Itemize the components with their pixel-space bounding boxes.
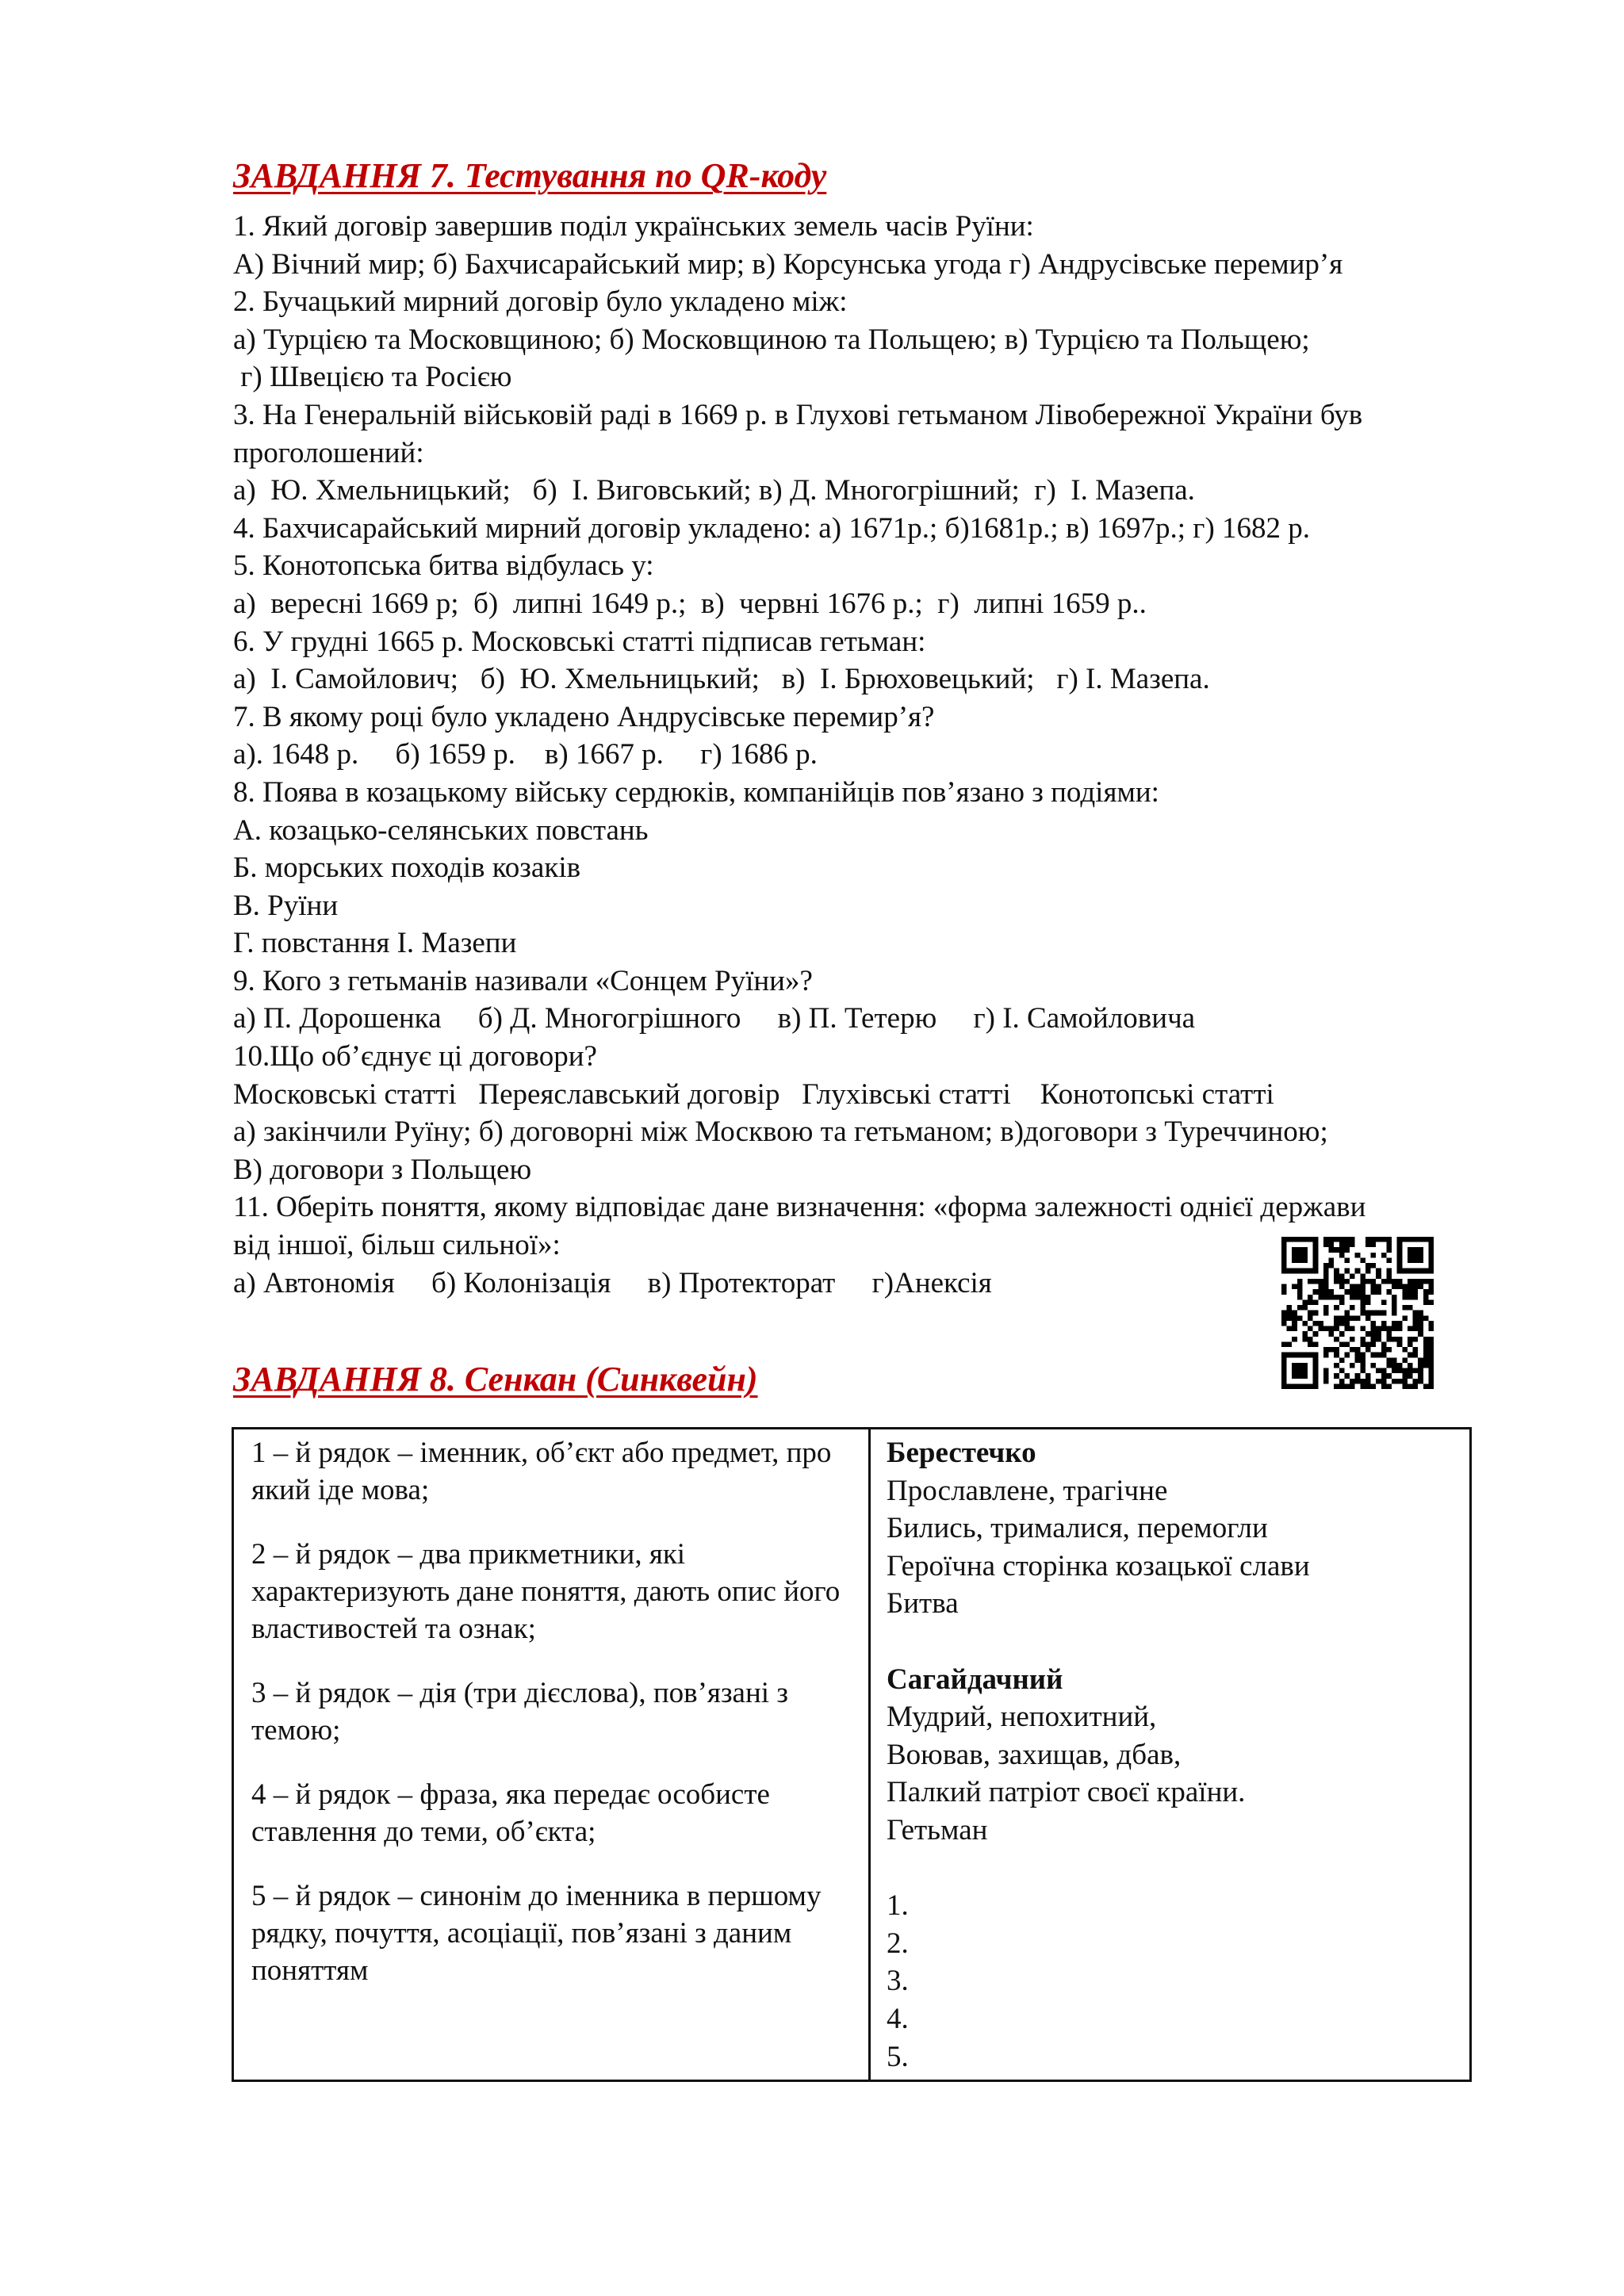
cinquain-rule-3: 3 – й рядок – дія (три дієслова), пов’язані з темою; <box>251 1677 788 1747</box>
task7-line: Б. морських походів козаків <box>233 851 581 885</box>
task7-line: А) Вічний мир; б) Бахчисарайський мир; в) Корсунська угода г) Андрусівське перемир’я <box>233 247 1343 281</box>
cinquain-rule-5: 5 – й рядок – синонім до іменника в першому рядку, почуття, асоціації, пов’язані з даним поняттям <box>251 1880 822 1987</box>
task7-line: а) П. Дорошенка б) Д. Многогрішного в) П. Тетерю г) І. Самойловича <box>233 1002 1196 1035</box>
task7-line: а) закінчили Руїну; б) договорні між Москвою та гетьманом; в)договори з Туреччиною; <box>233 1115 1328 1149</box>
task7-line: Г. повстання І. Мазепи <box>233 927 517 960</box>
task7-line: 11. Оберіть поняття, якому відповідає дане визначення: «форма залежності однієї держави <box>233 1191 1366 1224</box>
task7-line: а). 1648 р. б) 1659 р. в) 1667 р. г) 1686 р. <box>233 738 818 771</box>
cinquain-rule-1: 1 – й рядок – іменник, об’єкт або предмет, про який іде мова; <box>251 1437 832 1506</box>
blank-line: 2. <box>887 1927 909 1960</box>
spacer <box>887 1623 1454 1661</box>
cinquain-rules-cell <box>233 1429 870 2081</box>
task7-line: а) вересні 1669 р; б) липні 1649 р.; в) червні 1676 р.; г) липні 1659 р.. <box>233 587 1147 620</box>
example2-line: Гетьман <box>887 1813 988 1846</box>
task7-line: Московські статті Переяславський договір Глухівські статті Конотопські статті <box>233 1077 1274 1111</box>
blank-line: 5. <box>887 2040 909 2073</box>
task7-line: 5. Конотопська битва відбулась у: <box>233 549 654 583</box>
task7-line: а) Автономія б) Колонізація в) Протекторат г)Анексія <box>233 1266 992 1299</box>
task7-line: 1. Який договір завершив поділ українських земель часів Руїни: <box>233 210 1034 243</box>
task7-line: а) І. Самойлович; б) Ю. Хмельницький; в) І. Брюховецький; г) І. Мазепа. <box>233 663 1210 696</box>
task7-line: В) договори з Польщею <box>233 1153 532 1186</box>
task7-line: В. Руїни <box>233 889 339 922</box>
task7-questions <box>233 208 1534 1302</box>
example1-line: Героїчна сторінка козацької слави <box>887 1549 1310 1582</box>
task7-line: 4. Бахчисарайський мирний договір укладено: а) 1671р.; б)1681р.; в) 1697р.; г) 1682 р. <box>233 511 1311 545</box>
blank-line: 1. <box>887 1889 909 1923</box>
task7-line: 3. На Генеральній військовій раді в 1669 р. в Глухові гетьманом Лівобережної України був <box>233 398 1363 431</box>
task7-line: 2. Бучацький мирний договір було укладено між: <box>233 285 848 319</box>
qr-code-icon[interactable] <box>1281 1237 1434 1389</box>
task7-line: 10.Що об’єднує ці договори? <box>233 1040 597 1073</box>
task7-heading: ЗАВДАННЯ 7. Тестування по QR-коду <box>233 156 827 195</box>
task7-line: А. козацько-селянських повстань <box>233 813 649 847</box>
example2-line: Мудрий, непохитний, <box>887 1701 1157 1734</box>
blank-line: 4. <box>887 2002 909 2035</box>
task7-line: 8. Поява в козацькому війську сердюків, компанійців пов’язано з подіями: <box>233 775 1159 809</box>
task8-heading: ЗАВДАННЯ 8. Сенкан (Синквейн) <box>233 1360 758 1399</box>
task7-line: проголошений: <box>233 436 424 469</box>
task7-line: а) Ю. Хмельницький; б) І. Виговський; в) Д. Многогрішний; г) І. Мазепа. <box>233 474 1195 507</box>
task7-line: 6. У грудні 1665 р. Московські статті підписав гетьман: <box>233 625 926 658</box>
example1-line: Прославлене, трагічне <box>887 1474 1168 1507</box>
example2-line: Воював, захищав, дбав, <box>887 1738 1182 1771</box>
example2-line: Палкий патріот своєї країни. <box>887 1776 1246 1809</box>
example1-title: Берестечко <box>887 1437 1036 1469</box>
example1-line: Бились, трималися, перемогли <box>887 1512 1268 1545</box>
task7-line: а) Турцією та Московщиною; б) Московщиною та Польщею; в) Турцією та Польщею; <box>233 323 1310 356</box>
task7-line: від іншої, більш сильної»: <box>233 1229 561 1262</box>
cinquain-rule-4: 4 – й рядок – фраза, яка передає особисте ставлення до теми, об’єкта; <box>251 1778 770 1848</box>
example2-title: Сагайдачний <box>887 1663 1063 1696</box>
task7-line: 9. Кого з гетьманів називали «Сонцем Руїни»? <box>233 964 813 997</box>
cinquain-rule-2: 2 – й рядок – два прикметники, які характеризують дане поняття, дають опис його властивостей та ознак; <box>251 1538 841 1645</box>
blank-line: 3. <box>887 1965 909 1998</box>
task7-line: 7. В якому році було укладено Андрусівське перемир’я? <box>233 700 935 733</box>
cinquain-table <box>232 1427 1472 2082</box>
cinquain-examples-cell <box>870 1429 1471 2081</box>
example1-line: Битва <box>887 1587 959 1621</box>
spacer <box>887 1850 1454 1888</box>
task7-line: г) Швецією та Росією <box>233 361 512 394</box>
